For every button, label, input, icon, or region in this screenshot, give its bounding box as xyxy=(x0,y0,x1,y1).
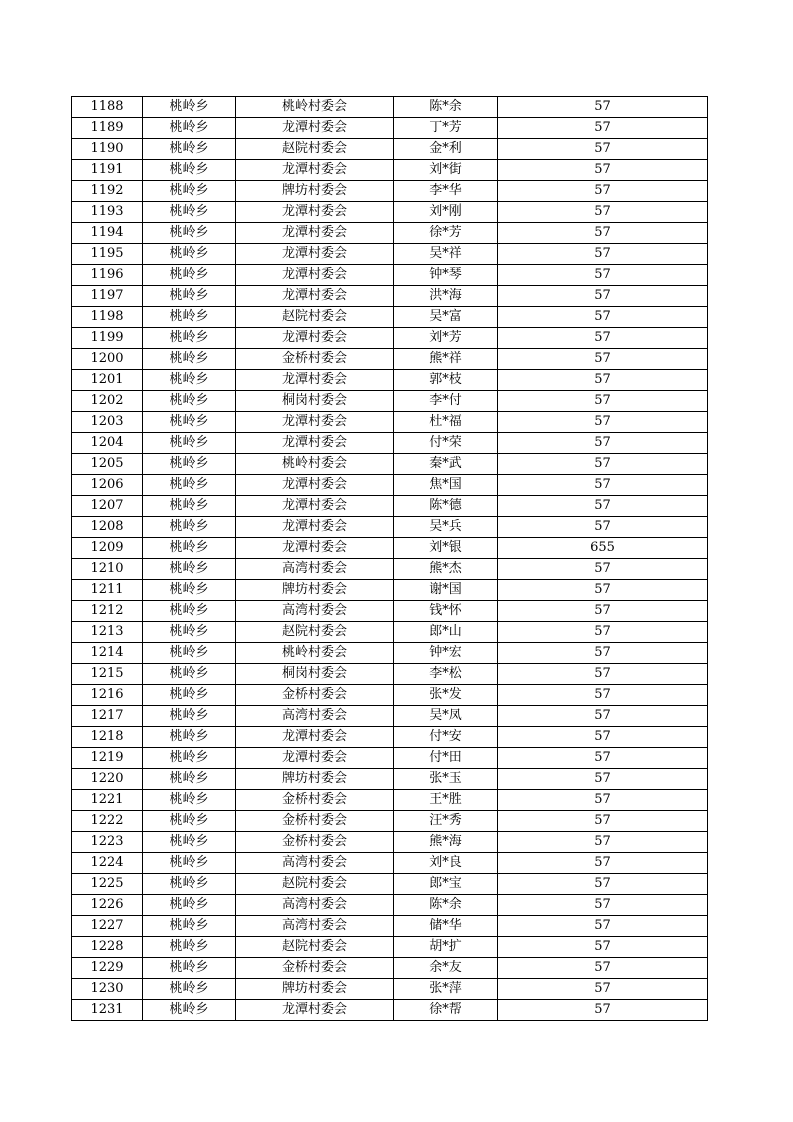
person-name-cell: 徐*帮 xyxy=(394,1000,498,1021)
amount-cell: 57 xyxy=(498,349,708,370)
township-cell: 桃岭乡 xyxy=(143,832,236,853)
person-name-cell: 秦*武 xyxy=(394,454,498,475)
person-name-cell: 付*田 xyxy=(394,748,498,769)
table-row xyxy=(72,538,708,559)
table-row xyxy=(72,622,708,643)
row-number-cell: 1223 xyxy=(72,832,143,853)
amount-cell: 57 xyxy=(498,601,708,622)
village-committee-cell: 龙潭村委会 xyxy=(236,412,394,433)
amount-cell: 57 xyxy=(498,937,708,958)
village-committee-cell: 赵院村委会 xyxy=(236,937,394,958)
row-number-cell: 1215 xyxy=(72,664,143,685)
amount-cell: 57 xyxy=(498,244,708,265)
amount-cell: 57 xyxy=(498,328,708,349)
row-number-cell: 1230 xyxy=(72,979,143,1000)
row-number-cell: 1196 xyxy=(72,265,143,286)
township-cell: 桃岭乡 xyxy=(143,769,236,790)
person-name-cell: 王*胜 xyxy=(394,790,498,811)
amount-cell: 57 xyxy=(498,475,708,496)
person-name-cell: 吴*富 xyxy=(394,307,498,328)
person-name-cell: 张*发 xyxy=(394,685,498,706)
row-number-cell: 1226 xyxy=(72,895,143,916)
row-number-cell: 1224 xyxy=(72,853,143,874)
village-committee-cell: 桐岗村委会 xyxy=(236,391,394,412)
table-row xyxy=(72,979,708,1000)
person-name-cell: 郎*山 xyxy=(394,622,498,643)
person-name-cell: 刘*芳 xyxy=(394,328,498,349)
township-cell: 桃岭乡 xyxy=(143,622,236,643)
row-number-cell: 1197 xyxy=(72,286,143,307)
table-row xyxy=(72,601,708,622)
township-cell: 桃岭乡 xyxy=(143,496,236,517)
village-committee-cell: 龙潭村委会 xyxy=(236,433,394,454)
township-cell: 桃岭乡 xyxy=(143,286,236,307)
person-name-cell: 熊*杰 xyxy=(394,559,498,580)
row-number-cell: 1206 xyxy=(72,475,143,496)
person-name-cell: 刘*银 xyxy=(394,538,498,559)
table-row xyxy=(72,139,708,160)
village-committee-cell: 赵院村委会 xyxy=(236,874,394,895)
table-row xyxy=(72,307,708,328)
person-name-cell: 胡*扩 xyxy=(394,937,498,958)
person-name-cell: 李*松 xyxy=(394,664,498,685)
amount-cell: 57 xyxy=(498,391,708,412)
row-number-cell: 1207 xyxy=(72,496,143,517)
village-committee-cell: 高湾村委会 xyxy=(236,706,394,727)
village-committee-cell: 金桥村委会 xyxy=(236,832,394,853)
township-cell: 桃岭乡 xyxy=(143,202,236,223)
row-number-cell: 1198 xyxy=(72,307,143,328)
person-name-cell: 陈*德 xyxy=(394,496,498,517)
amount-cell: 57 xyxy=(498,202,708,223)
table-row xyxy=(72,580,708,601)
amount-cell: 57 xyxy=(498,181,708,202)
amount-cell: 57 xyxy=(498,265,708,286)
row-number-cell: 1213 xyxy=(72,622,143,643)
township-cell: 桃岭乡 xyxy=(143,370,236,391)
village-committee-cell: 龙潭村委会 xyxy=(236,517,394,538)
table-row xyxy=(72,937,708,958)
township-cell: 桃岭乡 xyxy=(143,979,236,1000)
amount-cell: 57 xyxy=(498,580,708,601)
table-row xyxy=(72,223,708,244)
village-committee-cell: 龙潭村委会 xyxy=(236,328,394,349)
table-row xyxy=(72,1000,708,1021)
row-number-cell: 1214 xyxy=(72,643,143,664)
township-cell: 桃岭乡 xyxy=(143,601,236,622)
amount-cell: 57 xyxy=(498,853,708,874)
person-name-cell: 洪*海 xyxy=(394,286,498,307)
township-cell: 桃岭乡 xyxy=(143,160,236,181)
amount-cell: 57 xyxy=(498,1000,708,1021)
township-cell: 桃岭乡 xyxy=(143,706,236,727)
person-name-cell: 钟*宏 xyxy=(394,643,498,664)
village-committee-cell: 桃岭村委会 xyxy=(236,97,394,118)
amount-cell: 57 xyxy=(498,517,708,538)
person-name-cell: 熊*祥 xyxy=(394,349,498,370)
person-name-cell: 金*利 xyxy=(394,139,498,160)
person-name-cell: 刘*良 xyxy=(394,853,498,874)
amount-cell: 57 xyxy=(498,769,708,790)
township-cell: 桃岭乡 xyxy=(143,265,236,286)
amount-cell: 57 xyxy=(498,307,708,328)
table-row xyxy=(72,265,708,286)
village-committee-cell: 赵院村委会 xyxy=(236,139,394,160)
table-row xyxy=(72,916,708,937)
table-row xyxy=(72,790,708,811)
row-number-cell: 1204 xyxy=(72,433,143,454)
person-name-cell: 付*荣 xyxy=(394,433,498,454)
amount-cell: 57 xyxy=(498,559,708,580)
row-number-cell: 1221 xyxy=(72,790,143,811)
records-table xyxy=(71,96,708,1021)
township-cell: 桃岭乡 xyxy=(143,244,236,265)
row-number-cell: 1188 xyxy=(72,97,143,118)
row-number-cell: 1199 xyxy=(72,328,143,349)
table-row xyxy=(72,706,708,727)
amount-cell: 57 xyxy=(498,811,708,832)
row-number-cell: 1218 xyxy=(72,727,143,748)
township-cell: 桃岭乡 xyxy=(143,1000,236,1021)
township-cell: 桃岭乡 xyxy=(143,937,236,958)
table-row xyxy=(72,370,708,391)
village-committee-cell: 龙潭村委会 xyxy=(236,475,394,496)
table-row xyxy=(72,727,708,748)
village-committee-cell: 金桥村委会 xyxy=(236,790,394,811)
township-cell: 桃岭乡 xyxy=(143,307,236,328)
village-committee-cell: 牌坊村委会 xyxy=(236,769,394,790)
table-row xyxy=(72,517,708,538)
table-row xyxy=(72,391,708,412)
person-name-cell: 刘*街 xyxy=(394,160,498,181)
row-number-cell: 1192 xyxy=(72,181,143,202)
row-number-cell: 1229 xyxy=(72,958,143,979)
table-row xyxy=(72,496,708,517)
table-row xyxy=(72,958,708,979)
row-number-cell: 1202 xyxy=(72,391,143,412)
township-cell: 桃岭乡 xyxy=(143,538,236,559)
person-name-cell: 郭*枝 xyxy=(394,370,498,391)
row-number-cell: 1189 xyxy=(72,118,143,139)
table-row xyxy=(72,202,708,223)
township-cell: 桃岭乡 xyxy=(143,958,236,979)
records-table-body xyxy=(72,97,708,1021)
row-number-cell: 1210 xyxy=(72,559,143,580)
village-committee-cell: 高湾村委会 xyxy=(236,916,394,937)
table-row xyxy=(72,160,708,181)
township-cell: 桃岭乡 xyxy=(143,223,236,244)
row-number-cell: 1211 xyxy=(72,580,143,601)
person-name-cell: 熊*海 xyxy=(394,832,498,853)
township-cell: 桃岭乡 xyxy=(143,916,236,937)
person-name-cell: 余*友 xyxy=(394,958,498,979)
township-cell: 桃岭乡 xyxy=(143,391,236,412)
person-name-cell: 杜*福 xyxy=(394,412,498,433)
village-committee-cell: 桃岭村委会 xyxy=(236,454,394,475)
village-committee-cell: 赵院村委会 xyxy=(236,307,394,328)
table-row xyxy=(72,685,708,706)
row-number-cell: 1190 xyxy=(72,139,143,160)
person-name-cell: 陈*余 xyxy=(394,97,498,118)
person-name-cell: 储*华 xyxy=(394,916,498,937)
amount-cell: 57 xyxy=(498,895,708,916)
person-name-cell: 汪*秀 xyxy=(394,811,498,832)
person-name-cell: 李*付 xyxy=(394,391,498,412)
township-cell: 桃岭乡 xyxy=(143,853,236,874)
row-number-cell: 1205 xyxy=(72,454,143,475)
amount-cell: 57 xyxy=(498,622,708,643)
row-number-cell: 1209 xyxy=(72,538,143,559)
village-committee-cell: 牌坊村委会 xyxy=(236,979,394,1000)
township-cell: 桃岭乡 xyxy=(143,412,236,433)
township-cell: 桃岭乡 xyxy=(143,118,236,139)
village-committee-cell: 高湾村委会 xyxy=(236,895,394,916)
township-cell: 桃岭乡 xyxy=(143,559,236,580)
township-cell: 桃岭乡 xyxy=(143,727,236,748)
row-number-cell: 1203 xyxy=(72,412,143,433)
row-number-cell: 1193 xyxy=(72,202,143,223)
township-cell: 桃岭乡 xyxy=(143,328,236,349)
row-number-cell: 1220 xyxy=(72,769,143,790)
township-cell: 桃岭乡 xyxy=(143,433,236,454)
person-name-cell: 李*华 xyxy=(394,181,498,202)
table-row xyxy=(72,433,708,454)
person-name-cell: 张*玉 xyxy=(394,769,498,790)
row-number-cell: 1200 xyxy=(72,349,143,370)
person-name-cell: 吴*兵 xyxy=(394,517,498,538)
row-number-cell: 1216 xyxy=(72,685,143,706)
person-name-cell: 焦*国 xyxy=(394,475,498,496)
amount-cell: 57 xyxy=(498,706,708,727)
row-number-cell: 1201 xyxy=(72,370,143,391)
township-cell: 桃岭乡 xyxy=(143,664,236,685)
table-row xyxy=(72,811,708,832)
amount-cell: 57 xyxy=(498,916,708,937)
table-row xyxy=(72,664,708,685)
person-name-cell: 谢*国 xyxy=(394,580,498,601)
township-cell: 桃岭乡 xyxy=(143,643,236,664)
village-committee-cell: 龙潭村委会 xyxy=(236,286,394,307)
table-row xyxy=(72,853,708,874)
table-row xyxy=(72,559,708,580)
table-row xyxy=(72,328,708,349)
table-row xyxy=(72,118,708,139)
person-name-cell: 丁*芳 xyxy=(394,118,498,139)
amount-cell: 57 xyxy=(498,223,708,244)
table-row xyxy=(72,769,708,790)
village-committee-cell: 龙潭村委会 xyxy=(236,244,394,265)
person-name-cell: 张*萍 xyxy=(394,979,498,1000)
table-row xyxy=(72,181,708,202)
township-cell: 桃岭乡 xyxy=(143,454,236,475)
village-committee-cell: 龙潭村委会 xyxy=(236,370,394,391)
amount-cell: 57 xyxy=(498,979,708,1000)
amount-cell: 57 xyxy=(498,118,708,139)
township-cell: 桃岭乡 xyxy=(143,748,236,769)
table-row xyxy=(72,874,708,895)
row-number-cell: 1231 xyxy=(72,1000,143,1021)
amount-cell: 57 xyxy=(498,664,708,685)
table-row xyxy=(72,97,708,118)
township-cell: 桃岭乡 xyxy=(143,517,236,538)
village-committee-cell: 龙潭村委会 xyxy=(236,223,394,244)
row-number-cell: 1219 xyxy=(72,748,143,769)
amount-cell: 57 xyxy=(498,832,708,853)
amount-cell: 57 xyxy=(498,958,708,979)
table-row xyxy=(72,748,708,769)
person-name-cell: 吴*凤 xyxy=(394,706,498,727)
village-committee-cell: 赵院村委会 xyxy=(236,622,394,643)
person-name-cell: 付*安 xyxy=(394,727,498,748)
table-row xyxy=(72,349,708,370)
person-name-cell: 钱*怀 xyxy=(394,601,498,622)
village-committee-cell: 高湾村委会 xyxy=(236,601,394,622)
person-name-cell: 钟*琴 xyxy=(394,265,498,286)
amount-cell: 57 xyxy=(498,685,708,706)
table-row xyxy=(72,832,708,853)
village-committee-cell: 牌坊村委会 xyxy=(236,181,394,202)
village-committee-cell: 龙潭村委会 xyxy=(236,538,394,559)
village-committee-cell: 龙潭村委会 xyxy=(236,496,394,517)
village-committee-cell: 高湾村委会 xyxy=(236,559,394,580)
township-cell: 桃岭乡 xyxy=(143,349,236,370)
township-cell: 桃岭乡 xyxy=(143,139,236,160)
amount-cell: 57 xyxy=(498,97,708,118)
row-number-cell: 1195 xyxy=(72,244,143,265)
amount-cell: 57 xyxy=(498,727,708,748)
amount-cell: 57 xyxy=(498,160,708,181)
amount-cell: 57 xyxy=(498,790,708,811)
amount-cell: 57 xyxy=(498,454,708,475)
township-cell: 桃岭乡 xyxy=(143,895,236,916)
village-committee-cell: 高湾村委会 xyxy=(236,853,394,874)
village-committee-cell: 金桥村委会 xyxy=(236,958,394,979)
table-row xyxy=(72,643,708,664)
person-name-cell: 郎*宝 xyxy=(394,874,498,895)
person-name-cell: 陈*余 xyxy=(394,895,498,916)
township-cell: 桃岭乡 xyxy=(143,97,236,118)
row-number-cell: 1191 xyxy=(72,160,143,181)
village-committee-cell: 龙潭村委会 xyxy=(236,727,394,748)
row-number-cell: 1225 xyxy=(72,874,143,895)
village-committee-cell: 金桥村委会 xyxy=(236,685,394,706)
person-name-cell: 刘*刚 xyxy=(394,202,498,223)
table-row xyxy=(72,244,708,265)
row-number-cell: 1228 xyxy=(72,937,143,958)
table-row xyxy=(72,454,708,475)
township-cell: 桃岭乡 xyxy=(143,475,236,496)
amount-cell: 57 xyxy=(498,748,708,769)
amount-cell: 655 xyxy=(498,538,708,559)
township-cell: 桃岭乡 xyxy=(143,811,236,832)
township-cell: 桃岭乡 xyxy=(143,874,236,895)
row-number-cell: 1208 xyxy=(72,517,143,538)
village-committee-cell: 金桥村委会 xyxy=(236,349,394,370)
amount-cell: 57 xyxy=(498,496,708,517)
row-number-cell: 1222 xyxy=(72,811,143,832)
amount-cell: 57 xyxy=(498,433,708,454)
village-committee-cell: 龙潭村委会 xyxy=(236,265,394,286)
row-number-cell: 1194 xyxy=(72,223,143,244)
township-cell: 桃岭乡 xyxy=(143,580,236,601)
amount-cell: 57 xyxy=(498,370,708,391)
township-cell: 桃岭乡 xyxy=(143,790,236,811)
person-name-cell: 吴*祥 xyxy=(394,244,498,265)
village-committee-cell: 龙潭村委会 xyxy=(236,1000,394,1021)
person-name-cell: 徐*芳 xyxy=(394,223,498,244)
village-committee-cell: 金桥村委会 xyxy=(236,811,394,832)
village-committee-cell: 桃岭村委会 xyxy=(236,643,394,664)
row-number-cell: 1227 xyxy=(72,916,143,937)
row-number-cell: 1212 xyxy=(72,601,143,622)
village-committee-cell: 龙潭村委会 xyxy=(236,748,394,769)
amount-cell: 57 xyxy=(498,286,708,307)
village-committee-cell: 龙潭村委会 xyxy=(236,118,394,139)
table-row xyxy=(72,475,708,496)
village-committee-cell: 龙潭村委会 xyxy=(236,202,394,223)
township-cell: 桃岭乡 xyxy=(143,181,236,202)
table-row xyxy=(72,412,708,433)
amount-cell: 57 xyxy=(498,412,708,433)
row-number-cell: 1217 xyxy=(72,706,143,727)
village-committee-cell: 牌坊村委会 xyxy=(236,580,394,601)
amount-cell: 57 xyxy=(498,139,708,160)
table-row xyxy=(72,286,708,307)
township-cell: 桃岭乡 xyxy=(143,685,236,706)
village-committee-cell: 龙潭村委会 xyxy=(236,160,394,181)
amount-cell: 57 xyxy=(498,874,708,895)
village-committee-cell: 桐岗村委会 xyxy=(236,664,394,685)
amount-cell: 57 xyxy=(498,643,708,664)
table-row xyxy=(72,895,708,916)
